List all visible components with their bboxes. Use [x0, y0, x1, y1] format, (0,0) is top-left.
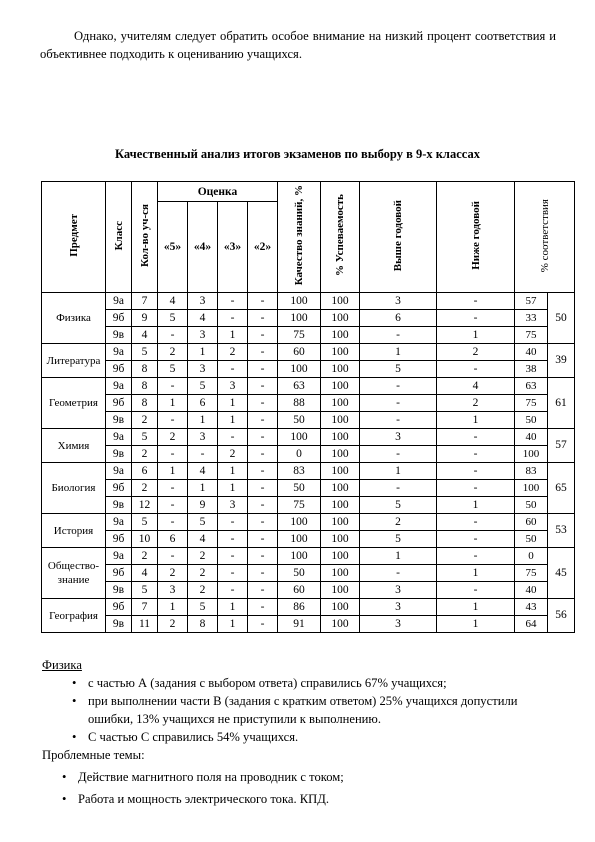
- table-cell: 6: [158, 531, 188, 548]
- table-cell: 4: [188, 531, 218, 548]
- table-cell: 100: [321, 599, 360, 616]
- table-cell: 100: [278, 548, 321, 565]
- header-quality: Качество знаний, %: [278, 182, 321, 293]
- subject-cell: География: [42, 599, 106, 633]
- problems-title: Проблемные темы:: [42, 748, 145, 762]
- table-cell: 86: [278, 599, 321, 616]
- table-cell: 50: [515, 412, 548, 429]
- table-cell: 1: [158, 395, 188, 412]
- subject-cell: Физика: [42, 293, 106, 344]
- table-cell: 2: [188, 582, 218, 599]
- table-cell: 100: [515, 446, 548, 463]
- table-cell: 9в: [106, 582, 132, 599]
- subject-cell: Химия: [42, 429, 106, 463]
- table-cell: 1: [218, 395, 248, 412]
- table-cell: 9а: [106, 463, 132, 480]
- table-cell: 0: [515, 548, 548, 565]
- table-cell: 100: [321, 514, 360, 531]
- table-cell: -: [437, 480, 515, 497]
- table-cell: -: [248, 327, 278, 344]
- table-cell: -: [248, 395, 278, 412]
- table-cell: 5: [132, 429, 158, 446]
- intro-paragraph: Однако, учителям следует обратить особое внимание на низкий процент соответствия и объективнее подходить к оцениванию учащихся.: [40, 29, 556, 61]
- table-row: [42, 395, 575, 412]
- table-cell: -: [248, 429, 278, 446]
- table-cell: -: [218, 429, 248, 446]
- table-cell: 100: [321, 463, 360, 480]
- table-cell: -: [248, 412, 278, 429]
- table-cell: -: [437, 429, 515, 446]
- table-cell: 100: [321, 310, 360, 327]
- table-cell: 1: [218, 463, 248, 480]
- table-cell: 12: [132, 497, 158, 514]
- table-row: [42, 548, 575, 565]
- table-cell: 40: [515, 582, 548, 599]
- table-cell: 2: [437, 344, 515, 361]
- table-row: [42, 565, 575, 582]
- problem-item: • Работа и мощность электрического тока. КПД.: [42, 790, 562, 808]
- table-cell: 9в: [106, 327, 132, 344]
- table-cell: -: [248, 514, 278, 531]
- table-cell: 2: [132, 412, 158, 429]
- table-cell: 4: [437, 378, 515, 395]
- table-cell: 3: [360, 582, 437, 599]
- table-body: [42, 293, 575, 633]
- table-cell: 38: [515, 361, 548, 378]
- table-cell: 2: [132, 548, 158, 565]
- table-cell: 9б: [106, 480, 132, 497]
- table-row: [42, 327, 575, 344]
- table-cell: 9в: [106, 497, 132, 514]
- table-cell: 100: [321, 361, 360, 378]
- table-cell: 2: [188, 565, 218, 582]
- table-cell: 40: [515, 344, 548, 361]
- table-row: [42, 616, 575, 633]
- table-cell: 9б: [106, 599, 132, 616]
- table-cell: 9в: [106, 412, 132, 429]
- table-cell: 57: [515, 293, 548, 310]
- table-cell: 100: [321, 480, 360, 497]
- header-grade-2: «2»: [248, 202, 278, 293]
- table-cell: 100: [278, 429, 321, 446]
- table-cell: 100: [321, 616, 360, 633]
- table-cell: 75: [278, 327, 321, 344]
- table-cell: 5: [132, 344, 158, 361]
- table-cell: -: [218, 548, 248, 565]
- table-cell: 2: [218, 446, 248, 463]
- table-cell: 2: [132, 446, 158, 463]
- table-cell: 2: [437, 395, 515, 412]
- table-cell: 8: [188, 616, 218, 633]
- table-cell: 1: [437, 412, 515, 429]
- table-cell: 64: [515, 616, 548, 633]
- table-cell: 4: [132, 327, 158, 344]
- table-cell: -: [158, 514, 188, 531]
- header-class: Класс: [106, 182, 132, 293]
- table-cell: 3: [360, 429, 437, 446]
- table-cell: 1: [437, 599, 515, 616]
- table-cell: 60: [278, 582, 321, 599]
- table-cell: -: [360, 480, 437, 497]
- table-cell: 1: [188, 412, 218, 429]
- header-grade-4: «4»: [188, 202, 218, 293]
- match-total-cell: 53: [548, 514, 575, 548]
- table-cell: -: [158, 327, 188, 344]
- subject-cell: Биология: [42, 463, 106, 514]
- table-cell: 100: [278, 514, 321, 531]
- table-row: [42, 582, 575, 599]
- table-cell: -: [360, 446, 437, 463]
- table-cell: -: [360, 378, 437, 395]
- table-cell: 50: [278, 412, 321, 429]
- subject-cell: Геометрия: [42, 378, 106, 429]
- table-cell: 9б: [106, 310, 132, 327]
- table-cell: -: [218, 582, 248, 599]
- table-cell: 9в: [106, 446, 132, 463]
- table-row: [42, 412, 575, 429]
- table-cell: -: [218, 565, 248, 582]
- table-cell: 7: [132, 293, 158, 310]
- table-cell: 100: [278, 361, 321, 378]
- table-cell: -: [248, 480, 278, 497]
- table-cell: 3: [360, 293, 437, 310]
- table-cell: 5: [188, 378, 218, 395]
- table-cell: 1: [158, 599, 188, 616]
- table-cell: -: [218, 514, 248, 531]
- table-cell: 7: [132, 599, 158, 616]
- table-row: [42, 531, 575, 548]
- table-cell: 4: [188, 310, 218, 327]
- table-cell: -: [188, 446, 218, 463]
- table-cell: 3: [360, 599, 437, 616]
- notes: [42, 656, 562, 808]
- table-row: [42, 310, 575, 327]
- table-cell: 100: [321, 497, 360, 514]
- table-cell: -: [158, 548, 188, 565]
- table-cell: 100: [321, 395, 360, 412]
- table-row: [42, 514, 575, 531]
- table-cell: 83: [278, 463, 321, 480]
- table-cell: -: [248, 293, 278, 310]
- table-cell: -: [248, 463, 278, 480]
- table-cell: 10: [132, 531, 158, 548]
- table-cell: -: [437, 582, 515, 599]
- table-cell: 100: [321, 548, 360, 565]
- table-cell: 2: [132, 480, 158, 497]
- table-cell: 1: [218, 327, 248, 344]
- notes-bullet: • с частью А (задания с выбором ответа) справились 67% учащихся;: [42, 674, 562, 692]
- table-cell: -: [360, 412, 437, 429]
- match-total-cell: 57: [548, 429, 575, 463]
- table-cell: 100: [321, 531, 360, 548]
- table-cell: -: [437, 514, 515, 531]
- table-cell: -: [248, 310, 278, 327]
- table-cell: 1: [188, 480, 218, 497]
- table-row: [42, 497, 575, 514]
- table-cell: 5: [158, 361, 188, 378]
- table-cell: -: [248, 446, 278, 463]
- exam-analysis-table: [41, 181, 575, 633]
- table-cell: 3: [188, 429, 218, 446]
- table-cell: 2: [360, 514, 437, 531]
- table-cell: -: [360, 395, 437, 412]
- table-cell: 100: [321, 429, 360, 446]
- table-cell: 50: [278, 480, 321, 497]
- table-cell: 4: [188, 463, 218, 480]
- table-cell: 4: [158, 293, 188, 310]
- table-cell: 2: [218, 344, 248, 361]
- header-above: Выше годовой: [360, 182, 437, 293]
- table-cell: 8: [132, 395, 158, 412]
- match-total-cell: 50: [548, 293, 575, 344]
- table-cell: -: [158, 378, 188, 395]
- table-cell: 100: [321, 327, 360, 344]
- table-cell: -: [437, 293, 515, 310]
- table-cell: -: [248, 616, 278, 633]
- match-total-cell: 61: [548, 378, 575, 429]
- table-cell: 1: [437, 565, 515, 582]
- table-cell: 60: [278, 344, 321, 361]
- problem-item: • Действие магнитного поля на проводник с током;: [42, 768, 562, 786]
- notes-bullet: • С частью С справились 54% учащихся.: [42, 728, 562, 746]
- table-cell: 75: [278, 497, 321, 514]
- table-cell: -: [158, 446, 188, 463]
- table-cell: 50: [515, 497, 548, 514]
- table-cell: 9б: [106, 395, 132, 412]
- table-cell: 6: [132, 463, 158, 480]
- table-cell: 9: [132, 310, 158, 327]
- table-cell: 6: [188, 395, 218, 412]
- table-cell: -: [360, 327, 437, 344]
- table-cell: 1: [437, 497, 515, 514]
- table-cell: 1: [437, 327, 515, 344]
- table-cell: -: [437, 446, 515, 463]
- table-cell: 5: [360, 531, 437, 548]
- header-below: Ниже годовой: [437, 182, 515, 293]
- table-cell: 75: [515, 565, 548, 582]
- table-cell: 2: [158, 616, 188, 633]
- table-cell: 100: [321, 293, 360, 310]
- table-cell: 1: [218, 599, 248, 616]
- table-cell: 9в: [106, 616, 132, 633]
- table-cell: 50: [278, 565, 321, 582]
- table-cell: 3: [188, 327, 218, 344]
- table-cell: 1: [218, 480, 248, 497]
- header-grade-3: «3»: [218, 202, 248, 293]
- table-cell: 11: [132, 616, 158, 633]
- table-cell: 9б: [106, 361, 132, 378]
- table-cell: 1: [360, 548, 437, 565]
- table-cell: 1: [218, 412, 248, 429]
- table-cell: 91: [278, 616, 321, 633]
- table-cell: -: [248, 497, 278, 514]
- table-cell: 9б: [106, 565, 132, 582]
- table-cell: -: [158, 480, 188, 497]
- table-cell: 5: [132, 582, 158, 599]
- table-cell: 3: [188, 361, 218, 378]
- table-cell: 3: [360, 616, 437, 633]
- table-cell: -: [437, 463, 515, 480]
- match-total-cell: 56: [548, 599, 575, 633]
- table-cell: -: [218, 310, 248, 327]
- table-cell: -: [158, 497, 188, 514]
- table-row: [42, 378, 575, 395]
- table-cell: 1: [360, 463, 437, 480]
- table-row: [42, 293, 575, 310]
- notes-bullets: [42, 674, 562, 746]
- table-cell: 100: [278, 310, 321, 327]
- table-cell: 4: [132, 565, 158, 582]
- subject-cell: Общество-знание: [42, 548, 106, 599]
- table-cell: 3: [218, 378, 248, 395]
- table-row: [42, 480, 575, 497]
- table-cell: 9а: [106, 293, 132, 310]
- problems-list: [42, 768, 562, 808]
- table-cell: 60: [515, 514, 548, 531]
- table-cell: 33: [515, 310, 548, 327]
- table-row: [42, 463, 575, 480]
- table-cell: 3: [218, 497, 248, 514]
- match-total-cell: 39: [548, 344, 575, 378]
- table-cell: 75: [515, 395, 548, 412]
- table-cell: 1: [158, 463, 188, 480]
- table-cell: -: [248, 378, 278, 395]
- header-subject: Предмет: [42, 182, 106, 293]
- table-row: [42, 344, 575, 361]
- table-cell: 9а: [106, 514, 132, 531]
- table-cell: -: [437, 310, 515, 327]
- table-cell: 83: [515, 463, 548, 480]
- table-cell: 100: [321, 412, 360, 429]
- table-cell: 5: [360, 361, 437, 378]
- match-total-cell: 45: [548, 548, 575, 599]
- table-cell: 5: [360, 497, 437, 514]
- notes-section-title: Физика: [42, 658, 82, 672]
- match-total-cell: 65: [548, 463, 575, 514]
- header-success: % Успеваемость: [321, 182, 360, 293]
- table-cell: 100: [321, 446, 360, 463]
- table-cell: 1: [437, 616, 515, 633]
- table-cell: -: [437, 548, 515, 565]
- table-cell: -: [218, 293, 248, 310]
- table-cell: 2: [158, 565, 188, 582]
- table-cell: 63: [278, 378, 321, 395]
- table-cell: -: [248, 548, 278, 565]
- table-cell: 0: [278, 446, 321, 463]
- header-match: % соответствия: [515, 182, 575, 293]
- subject-cell: Литература: [42, 344, 106, 378]
- table-cell: 9а: [106, 378, 132, 395]
- notes-bullet: • при выполнении части В (задания с кратким ответом) 25% учащихся допустили ошибки, 13% учащихся не приступили к выполнению.: [42, 692, 562, 728]
- table-cell: 100: [515, 480, 548, 497]
- table-cell: 9б: [106, 531, 132, 548]
- table-title: Качественный анализ итогов экзаменов по выбору в 9-х классах: [115, 147, 480, 161]
- table-cell: 6: [360, 310, 437, 327]
- table-cell: 1: [360, 344, 437, 361]
- table-cell: 5: [132, 514, 158, 531]
- table-cell: 100: [278, 531, 321, 548]
- table-cell: -: [360, 565, 437, 582]
- table-row: [42, 361, 575, 378]
- table-cell: -: [218, 361, 248, 378]
- table-cell: -: [437, 361, 515, 378]
- table-cell: -: [248, 599, 278, 616]
- header-grade-5: «5»: [158, 202, 188, 293]
- table-cell: -: [158, 412, 188, 429]
- table-cell: 5: [188, 599, 218, 616]
- table-cell: 9а: [106, 344, 132, 361]
- table-cell: 8: [132, 378, 158, 395]
- table-cell: -: [218, 531, 248, 548]
- table-cell: 2: [158, 429, 188, 446]
- header-count: Кол-во уч-ся: [132, 182, 158, 293]
- table-cell: 88: [278, 395, 321, 412]
- table-cell: 3: [158, 582, 188, 599]
- table-cell: 9а: [106, 429, 132, 446]
- table-cell: 3: [188, 293, 218, 310]
- table-cell: 75: [515, 327, 548, 344]
- table-cell: 50: [515, 531, 548, 548]
- table-row: [42, 599, 575, 616]
- table-cell: 1: [188, 344, 218, 361]
- table-cell: -: [248, 344, 278, 361]
- table-cell: 40: [515, 429, 548, 446]
- table-cell: 2: [158, 344, 188, 361]
- table-cell: -: [437, 531, 515, 548]
- table-cell: 5: [188, 514, 218, 531]
- table-cell: 5: [158, 310, 188, 327]
- table-cell: 43: [515, 599, 548, 616]
- table-cell: -: [248, 531, 278, 548]
- table-cell: 100: [278, 293, 321, 310]
- table-cell: 8: [132, 361, 158, 378]
- table-cell: 1: [218, 616, 248, 633]
- table-cell: 100: [321, 565, 360, 582]
- table-cell: -: [248, 565, 278, 582]
- table-cell: 100: [321, 582, 360, 599]
- table-cell: 100: [321, 344, 360, 361]
- table-cell: 2: [188, 548, 218, 565]
- table-cell: 63: [515, 378, 548, 395]
- table-row: [42, 446, 575, 463]
- table-cell: 9: [188, 497, 218, 514]
- table-cell: -: [248, 361, 278, 378]
- header-grade-group: Оценка: [158, 182, 278, 202]
- table-cell: -: [248, 582, 278, 599]
- subject-cell: История: [42, 514, 106, 548]
- table-cell: 9а: [106, 548, 132, 565]
- table-cell: 100: [321, 378, 360, 395]
- table-row: [42, 429, 575, 446]
